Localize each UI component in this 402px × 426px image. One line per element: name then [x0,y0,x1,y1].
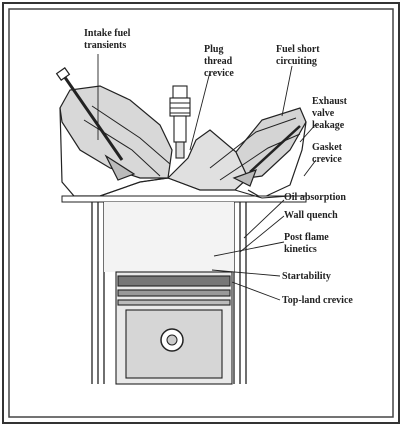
label-line: Intake fuel [84,28,131,39]
label-line: Exhaust [312,96,348,107]
label-line: Plug [204,44,224,55]
cylinder-gas [104,202,234,272]
label-line: crevice [312,154,342,165]
label-line: Post flame [284,232,329,243]
label-startability: Startability [282,271,331,282]
label-top-land-crevice: Top-land crevice [282,295,353,306]
label-line: Gasket [312,142,342,153]
label-line: valve [312,108,335,119]
label-intake-fuel-transients [84,28,133,51]
label-line: transients [84,40,127,51]
piston [116,272,232,384]
label-line: Fuel short [276,44,320,55]
label-fuel-short-circuiting [276,44,322,67]
label-wall-quench: Wall quench [284,210,338,221]
label-post-flame-kinetics [284,232,331,255]
label-plug-thread-crevice [204,44,235,79]
label-oil-absorption: Oil absorption [284,192,346,203]
label-line: kinetics [284,244,317,255]
spark-plug [170,86,190,158]
label-gasket-crevice [312,142,345,165]
label-line: circuiting [276,56,317,67]
label-line: thread [204,56,233,67]
label-line: crevice [204,68,234,79]
label-line: leakage [312,120,345,131]
head-gasket [62,196,306,202]
label-exhaust-valve-leakage [312,96,350,131]
wrist-pin-center [167,335,177,345]
